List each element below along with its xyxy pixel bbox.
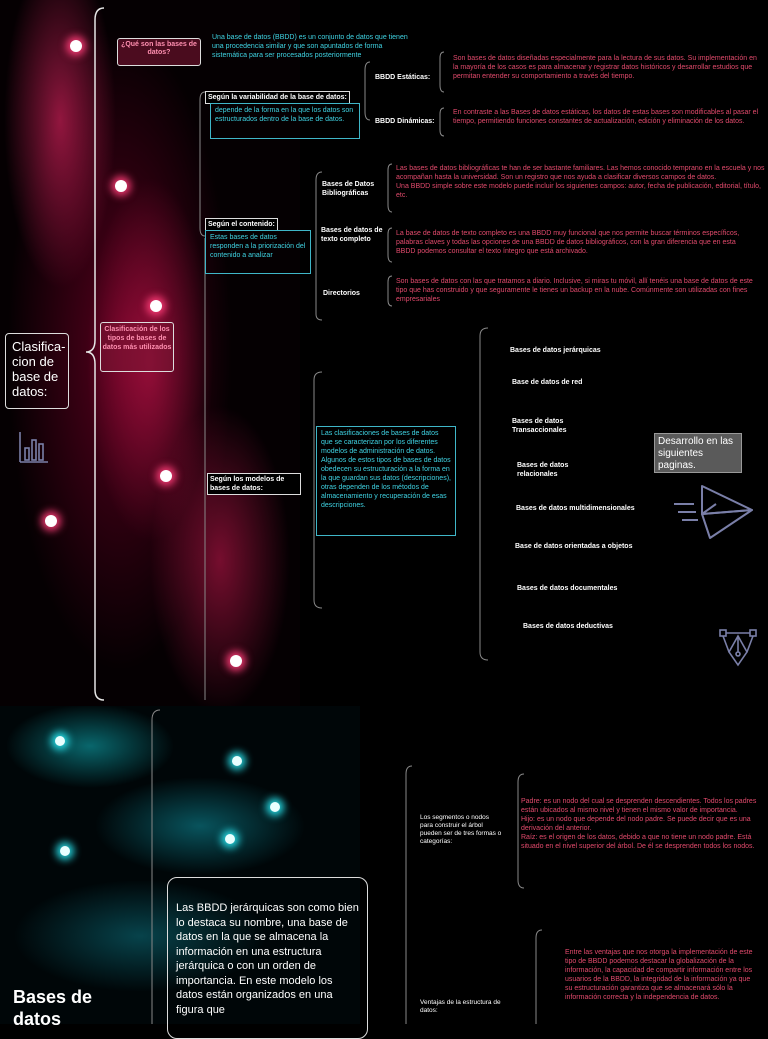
fulltext-text: La base de datos de texto completo es una BBDD muy funcional que nos permite buscar términos específicos, palabras claves y todas las opciones de una BBDD de datos bibliográficos, con la gran diferencia que en esta BBDD podemos consultar el texto íntegro que está archivado. [396,230,740,255]
model-item: Bases de datos multidimensionales [516,505,635,512]
variability-description [210,103,360,139]
model-item: Bases de datos Transaccionales [512,418,567,434]
model-item: Bases de datos documentales [517,585,618,592]
segments-label: Los segmentos o nodos para construir el árbol pueden ser de tres formas o categorías: [420,814,502,845]
model-item: Bases de datos relacionales [517,462,569,478]
pen-tool-icon [718,628,758,668]
model-item: Base de datos orientadas a objetos [515,543,633,550]
main-title: Clasifica- cion de base de datos: [12,339,66,399]
classification-note: Clasificación de los tipos de bases de datos más utilizados [102,326,172,351]
directories-text: Son bases de datos con las que tratamos a diario. Inclusive, si miras tu móvil, allí tenéis una base de datos de este tipo que has construido y que seguramente le tienes un backup en la nube. Comúnmente son utilizadas con fines empresariales [396,278,753,303]
variability-heading: Según la variabilidad de la base de datos: [205,91,350,104]
advantages-text: Entre las ventajas que nos otorga la implementación de este tipo de BBDD podemos destacar la globalización de la información, la capacidad de compartir información entre los usuarios de la BBDD, la integridad de la información ya que su estructuración garantiza que se almacenará sólo la información correcta y la independencia de datos. [565,949,753,1001]
main-title-box [5,333,69,409]
bottom-panel [0,706,768,1029]
paper-plane-icon [672,484,756,540]
dynamic-label: BBDD Dinámicas: [375,118,435,125]
classification-note-box [100,322,174,372]
models-heading: Según los modelos de bases de datos: [207,473,301,495]
biblio-text: Las bases de datos bibliográficas te han de ser bastante familiares. Las hemos conocido temprano en la escuela y nos acompañan hasta la universidad. Son un registro que nos ayuda a clasificar diversos campos de datos. Una BBDD simple sobre este modelo puede incluir los siguientes campos: autor, fecha de publicación, editorial, título, etc. [396,165,765,199]
model-item: Base de datos de red [512,379,583,386]
advantages-label: Ventajas de la estructura de datos: [420,999,501,1014]
models-description-text: Las clasificaciones de bases de datos que se caracterizan por los diferentes modelos de administración de datos. Algunos de estos tipos de bases de datos obedecen su estructuración a la forma en la que guardan sus datos (descripciones), otras dependen de los métodos de almacenamiento y recuperación de esas descripciones. [321,430,451,509]
definition-text: Una base de datos (BBDD) es un conjunto de datos que tienen una procedencia similar y que son apuntados de forma sistemática para ser procesados posteriormente [212,34,408,59]
static-label: BBDD Estáticas: [375,74,431,81]
intro-box [167,877,368,1039]
dynamic-text: En contraste a las Bases de datos estáticas, los datos de estas bases son modificables al pasar el tiempo, permitiendo funciones constantes de actualización, edición y eliminación de los datos. [453,109,759,125]
biblio-label: Bases de Datos Bibliográficas [322,181,375,197]
question-box [117,38,201,66]
bar-chart-icon [18,430,50,464]
intro-text: Las BBDD jerárquicas son como bien lo destaca su nombre, una base de datos en la que se almacena la información en una estructura jerárquica o con un orden de importancia. En este modelo los datos están organizados en una figura que [176,902,359,1016]
segments-text: Padre: es un nodo del cual se desprenden descendientes. Todos los padres están ubicados al mismo nivel y tienen el mismo valor de importancia. Hijo: es un nodo que depende del nodo padre. Se puede decir que es una derivación del anterior. Raíz: es el origen de los datos, debido a que no tiene un nodo padre. Está situado en el nivel superior del árbol. De él se desprenden todos los nodos. [521,798,757,850]
static-text: Son bases de datos diseñadas especialmente para la lectura de sus datos. Su implementación en la mayoría de los casos es para almacenar y registrar datos históricos y desarrollar estudios que permitan entender su comportamiento a través del tiempo. [453,55,757,80]
model-item: Bases de datos jerárquicas [510,347,601,354]
variability-description-text: depende de la forma en la que los datos son estructurados dentro de la base de datos. [215,107,354,123]
next-note: Desarrollo en las siguientes paginas. [658,436,734,471]
content-heading: Según el contenido: [205,218,278,231]
models-description [316,426,456,536]
directories-label: Directorios [323,290,360,297]
model-item: Bases de datos deductivas [523,623,613,630]
question-text: ¿Qué son las bases de datos? [121,41,197,56]
content-description-text: Estas bases de datos responden a la priorización del contenido a analizar [210,234,306,259]
next-note-box [654,433,742,473]
bottom-title: Bases de datos [13,987,93,1029]
fulltext-label: Bases de datos de texto completo [321,227,383,243]
content-description [205,230,311,274]
